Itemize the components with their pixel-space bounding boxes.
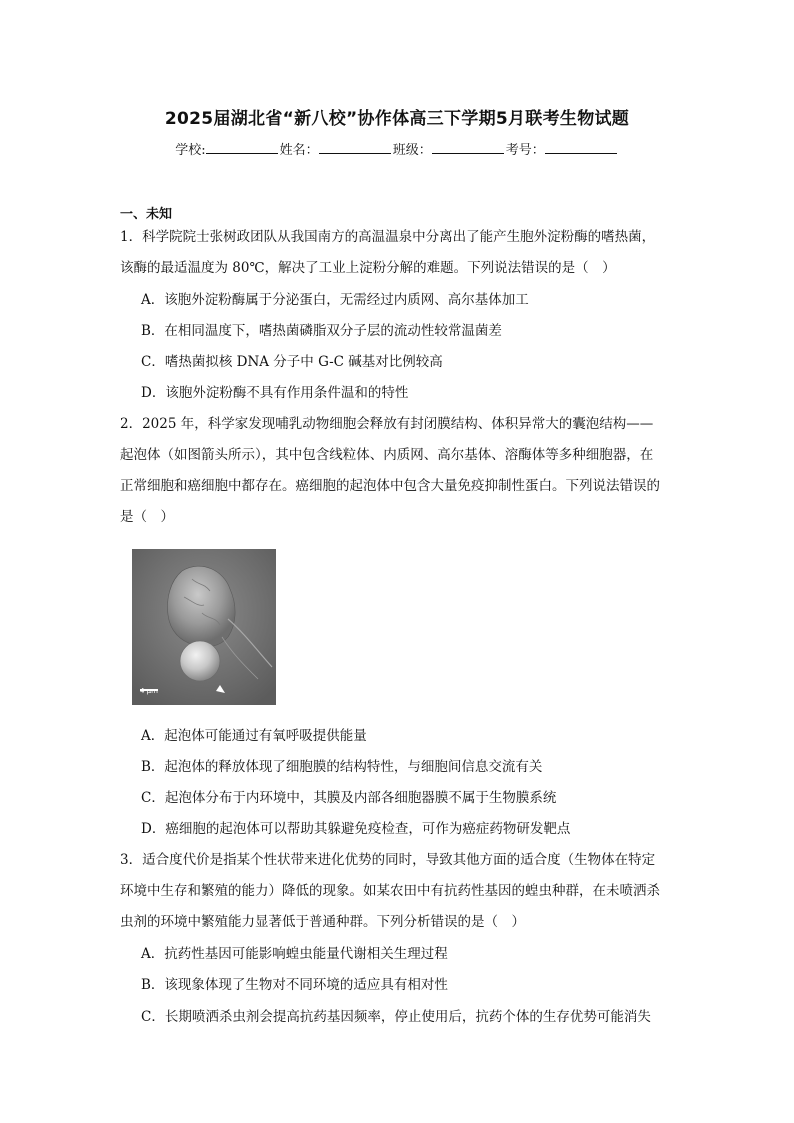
q3-stem-line: 环境中生存和繁殖的能力）降低的现象。如某农田中有抗药性基因的蝗虫种群，在未喷洒杀 bbox=[120, 883, 660, 899]
page-title: 2025届湖北省“新八校”协作体高三下学期5月联考生物试题 bbox=[164, 109, 630, 129]
q3-option-b: B．该现象体现了生物对不同环境的适应具有相对性 bbox=[141, 977, 448, 993]
q3-stem-line: 虫剂的环境中繁殖能力显著低于普通种群。下列分析错误的是（ ） bbox=[120, 914, 525, 930]
section-heading: 一、未知 bbox=[120, 207, 173, 222]
scale-bar-label: 4 μm bbox=[140, 687, 158, 695]
q2-option-c: C．起泡体分布于内环境中，其膜及内部各细胞器膜不属于生物膜系统 bbox=[141, 790, 557, 806]
q1-stem-line: 该酶的最适温度为 80℃，解决了工业上淀粉分解的难题。下列说法错误的是（ ） bbox=[120, 260, 616, 276]
school-blank[interactable] bbox=[206, 141, 278, 154]
q1-option-d: D．该胞外淀粉酶不具有作用条件温和的特性 bbox=[141, 385, 409, 401]
cell-micrograph bbox=[132, 549, 276, 705]
name-blank[interactable] bbox=[319, 141, 391, 154]
q2-stem-line: 正常细胞和癌细胞中都存在。癌细胞的起泡体中包含大量免疫抑制性蛋白。下列说法错误的 bbox=[120, 478, 660, 494]
school-label: 学校: bbox=[175, 143, 206, 158]
class-blank[interactable] bbox=[432, 141, 504, 154]
q1-option-a: A．该胞外淀粉酶属于分泌蛋白，无需经过内质网、高尔基体加工 bbox=[141, 292, 529, 308]
q1-option-b: B．在相同温度下，嗜热菌磷脂双分子层的流动性较常温菌差 bbox=[141, 323, 502, 339]
student-info-row bbox=[0, 139, 794, 158]
q2-stem-line: 起泡体（如图箭头所示），其中包含线粒体、内质网、高尔基体、溶酶体等多种细胞器，在 bbox=[120, 447, 654, 463]
q2-option-a: A．起泡体可能通过有氧呼吸提供能量 bbox=[141, 728, 367, 744]
q1-stem-line: 1．科学院院士张树政团队从我国南方的高温温泉中分离出了能产生胞外淀粉酶的嗜热菌， bbox=[120, 229, 656, 245]
q2-option-b: B．起泡体的释放体现了细胞膜的结构特性，与细胞间信息交流有关 bbox=[141, 759, 543, 775]
q3-stem-line: 3．适合度代价是指某个性状带来进化优势的同时，导致其他方面的适合度（生物体在特定 bbox=[120, 852, 656, 868]
q2-stem-line: 是（ ） bbox=[120, 509, 174, 525]
id-blank[interactable] bbox=[545, 141, 617, 154]
q2-stem-line: 2．2025 年，科学家发现哺乳动物细胞会释放有封闭膜结构、体积异常大的囊泡结构—— bbox=[120, 416, 654, 432]
micrograph-image bbox=[132, 549, 276, 705]
name-label: 姓名： bbox=[279, 143, 319, 158]
class-label: 班级： bbox=[392, 143, 432, 158]
q3-option-c: C．长期喷洒杀虫剂会提高抗药基因频率，停止使用后，抗药个体的生存优势可能消失 bbox=[141, 1009, 651, 1025]
q2-option-d: D．癌细胞的起泡体可以帮助其躲避免疫检查，可作为癌症药物研发靶点 bbox=[141, 821, 571, 837]
id-label: 考号： bbox=[505, 143, 545, 158]
q1-option-c: C．嗜热菌拟核 DNA 分子中 G-C 碱基对比例较高 bbox=[141, 354, 443, 370]
q3-option-a: A．抗药性基因可能影响蝗虫能量代谢相关生理过程 bbox=[141, 946, 448, 962]
